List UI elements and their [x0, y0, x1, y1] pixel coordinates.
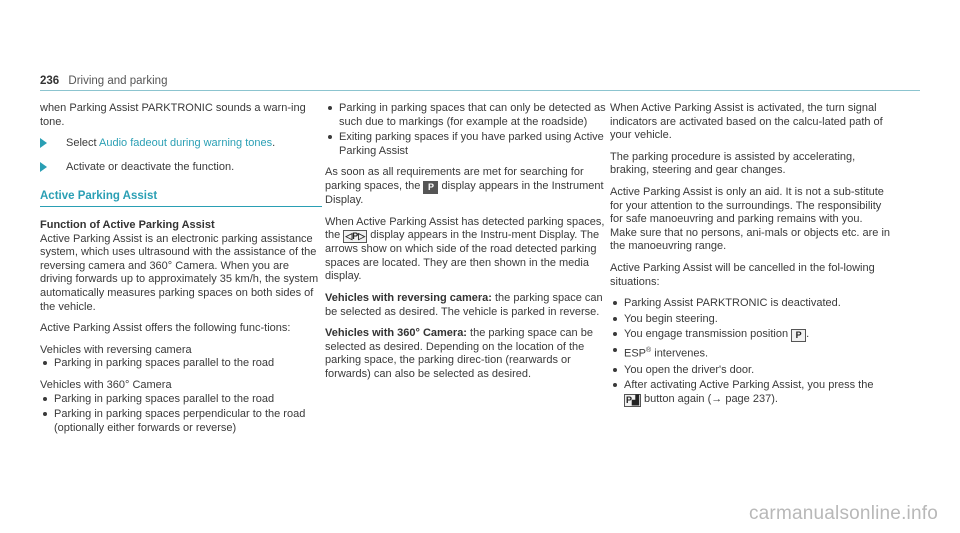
watermark: carmanualsonline.info: [748, 503, 938, 524]
step-arrow-icon: [40, 138, 47, 148]
text-part: ESP: [624, 347, 647, 360]
list-item: [610, 328, 892, 342]
step-activate: [40, 161, 322, 175]
list-item: Exiting parking spaces if you have parked using Active Parking Assist: [325, 131, 607, 158]
reversing-label: Vehicles with reversing camera:: [325, 291, 492, 304]
list-item: You open the driver's door.: [610, 364, 892, 378]
text-part: When Active Parking Assist has detected parking spaces, the: [325, 215, 605, 242]
section-title: Active Parking Assist: [40, 190, 158, 203]
page-number: 236: [40, 75, 60, 87]
camera-360-list: [40, 393, 322, 436]
list-item: Parking in parking spaces parallel to the road: [40, 393, 322, 407]
step1-prefix: Select: [66, 137, 100, 150]
function-heading: Function of Active Parking Assist: [40, 218, 215, 231]
text-part: After activating Active Parking Assist, you press the: [624, 379, 874, 392]
text-part: the parking space can be selected as desired. The vehicle is parked in reverse.: [325, 291, 603, 318]
header-divider: [40, 90, 920, 91]
intro-text: when Parking Assist PARKTRONIC sounds a warn-ing tone.: [40, 102, 306, 128]
audio-fadeout-link[interactable]: Audio fadeout during warning tones: [99, 137, 273, 150]
vehicles-360-label: Vehicles with 360° Camera: [40, 378, 172, 391]
parking-button-icon: P▟: [626, 394, 639, 405]
cancel-intro-text: Active Parking Assist will be cancelled in the fol-lowing situations:: [610, 261, 875, 288]
step2-text: Activate or deactivate the function.: [66, 160, 235, 173]
text-part: intervenes.: [651, 347, 709, 360]
column-3: [610, 102, 892, 415]
step-arrow-icon: [40, 162, 47, 172]
text-part: As soon as all requirements are met for searching for parking spaces, the: [325, 166, 584, 192]
page-header: [40, 75, 167, 87]
aid-warning-text: Active Parking Assist is only an aid. It is not a sub-stitute for your attention to the surroundings. The responsibility for safe manoeuvring and parking remains with you. Make sure that no persons, ani-mals or objects etc. are in the manoeuvring range.: [610, 185, 891, 253]
procedure-text: The parking procedure is assisted by accelerating, braking, steering and gear changes.: [610, 150, 856, 177]
text-part: You engage transmission position: [624, 328, 792, 341]
step-select: [40, 137, 322, 151]
list-item: Parking in parking spaces that can only be detected as such due to markings (for example at the roadside): [325, 102, 607, 129]
functions-list-continued: [325, 102, 607, 158]
search-requirements-text: [325, 166, 607, 207]
function-text: Active Parking Assist is an electronic parking assistance system, which uses ultrasound with the assistance of the reversing camera and 360° Camera. When you are driving forwards up to approximately 35 km/h, the system automatically measures parking spaces on both sides of the vehicle.: [40, 232, 319, 313]
list-item: [610, 344, 892, 361]
text-part: display appears in the Instrument Display.: [325, 179, 604, 206]
list-item: Parking Assist PARKTRONIC is deactivated.: [610, 297, 892, 311]
transmission-p-icon: P: [791, 329, 806, 342]
text-part: button again (→ page 237).: [640, 392, 778, 405]
reversing-list: [40, 357, 322, 371]
column-1: [40, 102, 322, 443]
text-part: the parking space can be selected as desired. Depending on the location of the parking space, the parking direc-tion (rearwards or forwards) can also be selected as desired.: [325, 327, 593, 380]
parking-p-icon: P: [423, 181, 438, 194]
cancel-situations-list: [610, 297, 892, 407]
list-item: Parking in parking spaces parallel to the road: [40, 357, 322, 371]
camera-360-text: [325, 327, 607, 381]
section-name: Driving and parking: [68, 75, 168, 87]
step1-suffix: .: [272, 137, 276, 150]
column-2: [325, 102, 607, 390]
text-part: .: [806, 328, 810, 341]
section-divider: [40, 206, 322, 207]
list-item: [610, 379, 892, 407]
list-item: Parking in parking spaces perpendicular to the road (optionally either forwards or reverse): [40, 408, 322, 435]
text-part: display appears in the Instru-ment Display. The arrows show on which side of the road detected parking spaces are located. They are then shown in the media display.: [325, 229, 600, 283]
detected-spaces-text: [325, 216, 607, 284]
camera-360-label: Vehicles with 360° Camera:: [325, 327, 467, 340]
turn-signal-text: When Active Parking Assist is activated, the turn signal indicators are activated based on the calcu-lated path of your vehicle.: [610, 102, 883, 142]
reversing-camera-text: [325, 292, 607, 319]
vehicles-reversing-label: Vehicles with reversing camera: [40, 343, 192, 356]
list-item: You begin steering.: [610, 313, 892, 327]
registered-mark: ®: [646, 347, 652, 355]
parking-arrows-icon: ◁P▷: [345, 231, 366, 242]
offers-text: Active Parking Assist offers the following func-tions:: [40, 322, 291, 335]
